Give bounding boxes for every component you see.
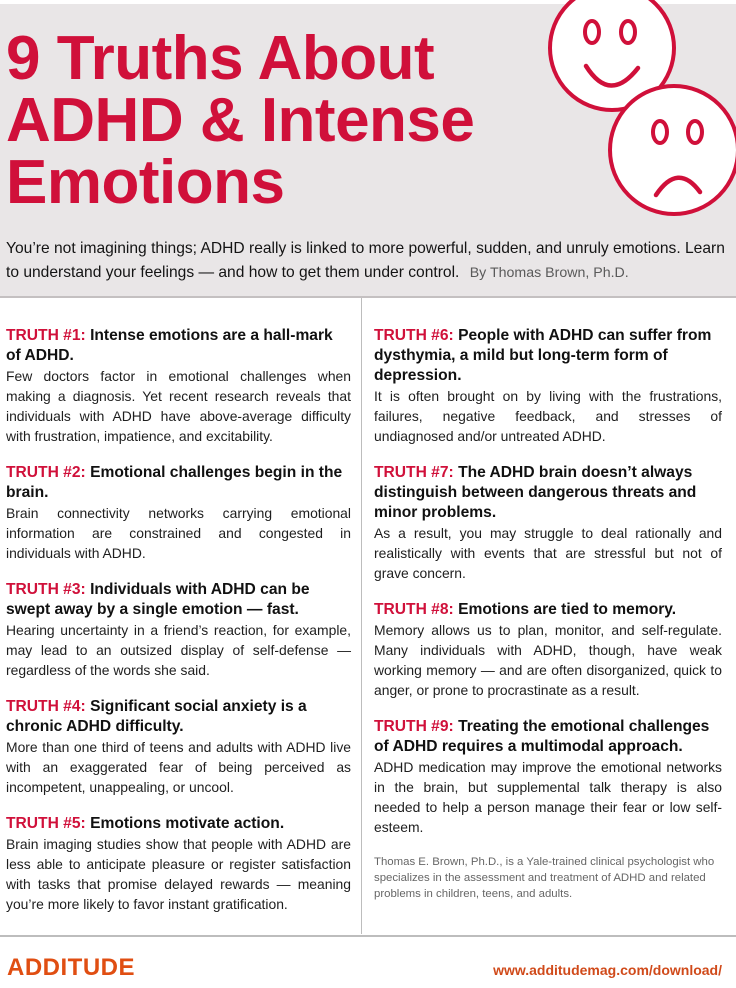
truth-item: [6, 463, 351, 563]
truth-item: [374, 600, 722, 700]
truth-number: TRUTH #4:: [6, 698, 86, 715]
title-line: 9 Truths About: [6, 24, 435, 93]
truth-item: [6, 814, 351, 914]
truth-item: [374, 326, 722, 446]
page-title: [6, 24, 566, 217]
footer-rule: [0, 935, 736, 937]
truth-heading-text: Emotional challenges begin in the brain.: [6, 464, 343, 501]
truth-number: TRUTH #6:: [374, 327, 454, 344]
truth-body: Memory allows us to plan, monitor, and self-regulate. Many individuals with ADHD, though, have weak working memory — and are often disorganized, quick to anger, or prone to procrastinate as a result.: [374, 622, 722, 698]
title-line: ADHD & Intense: [6, 86, 475, 155]
header-banner: [0, 0, 736, 298]
subtitle-text: You’re not imagining things; ADHD really is linked to more powerful, sudden, and unruly emotions. Learn to understand your feelings — and how to get them under control.: [6, 240, 725, 281]
title-line: Emotions: [6, 148, 285, 217]
truth-body: It is often brought on by living with the frustrations, failures, negative feedback, and stresses of undiagnosed and/or untreated ADHD.: [374, 388, 722, 444]
right-column: [374, 326, 722, 902]
truth-number: TRUTH #8:: [374, 601, 454, 618]
truth-body: Hearing uncertainty in a friend’s reaction, for example, may lead to an outsized display of self-defense — regardless of the words she said.: [6, 622, 351, 678]
truth-number: TRUTH #5:: [6, 815, 86, 832]
truth-body: Brain imaging studies show that people with ADHD are less able to anticipate pleasure or register satisfaction with tasks that promise delayed rewards — meaning you’re more likely to favor instant gratification.: [6, 836, 351, 912]
truth-heading-text: Intense emotions are a hall-mark of ADHD.: [6, 327, 333, 364]
truth-heading: [6, 814, 351, 834]
truth-body: Few doctors factor in emotional challenges when making a diagnosis. Yet recent research reveals that individuals with ADHD have above-average difficulty with frustration, impatience, and excitability.: [6, 368, 351, 444]
truth-number: TRUTH #1:: [6, 327, 86, 344]
additude-logo: ADDITUDE: [7, 954, 135, 981]
author-bio: Thomas E. Brown, Ph.D., is a Yale-trained clinical psychologist who specializes in the assessment and treatment of ADHD and related problems in children, teens, and adults.: [374, 856, 715, 900]
truth-heading-text: Emotions are tied to memory.: [458, 601, 677, 618]
truth-body: Brain connectivity networks carrying emotional information are constrained and congested in individuals with ADHD.: [6, 505, 351, 561]
truth-item: [374, 463, 722, 583]
download-link[interactable]: www.additudemag.com/download/: [493, 962, 722, 978]
truth-heading-text: Individuals with ADHD can be swept away by a single emotion — fast.: [6, 581, 310, 618]
truth-number: TRUTH #9:: [374, 718, 454, 735]
truth-heading: [6, 326, 351, 366]
truth-heading-text: Emotions motivate action.: [90, 815, 285, 832]
truth-heading: [374, 463, 722, 523]
truth-number: TRUTH #7:: [374, 464, 454, 481]
column-divider: [361, 298, 362, 934]
truth-heading-text: Significant social anxiety is a chronic ADHD difficulty.: [6, 698, 307, 735]
byline: By Thomas Brown, Ph.D.: [469, 265, 629, 281]
truth-body: More than one third of teens and adults with ADHD live with an exaggerated fear of being perceived as incompetent, unappealing, or uncool.: [6, 739, 351, 795]
truth-heading: [374, 326, 722, 386]
sad-face-icon: [610, 86, 736, 214]
truth-heading-text: The ADHD brain doesn’t always distinguish between dangerous threats and minor problems.: [374, 464, 697, 521]
emoji-faces: [530, 0, 736, 220]
left-column: [6, 326, 351, 931]
truth-heading: [6, 697, 351, 737]
truth-item: [6, 697, 351, 797]
truth-heading-text: People with ADHD can suffer from dysthymia, a mild but long-term form of depression.: [374, 327, 712, 384]
truth-item: [6, 326, 351, 446]
subtitle: [6, 237, 732, 285]
truth-body: As a result, you may struggle to deal rationally and realistically with events that are stressful but not of grave concern.: [374, 525, 722, 581]
truth-heading-text: Treating the emotional challenges of ADHD requires a multimodal approach.: [374, 718, 710, 755]
truth-heading: [374, 600, 722, 620]
truth-heading: [6, 580, 351, 620]
truth-number: TRUTH #2:: [6, 464, 86, 481]
truth-item: [374, 717, 722, 837]
truth-item: [6, 580, 351, 680]
truth-body: ADHD medication may improve the emotional networks in the brain, but supplemental talk therapy is also needed to help a person manage their fear or low self-esteem.: [374, 759, 722, 835]
truth-number: TRUTH #3:: [6, 581, 86, 598]
truth-heading: [374, 717, 722, 757]
content-columns: [0, 298, 736, 934]
truth-heading: [6, 463, 351, 503]
